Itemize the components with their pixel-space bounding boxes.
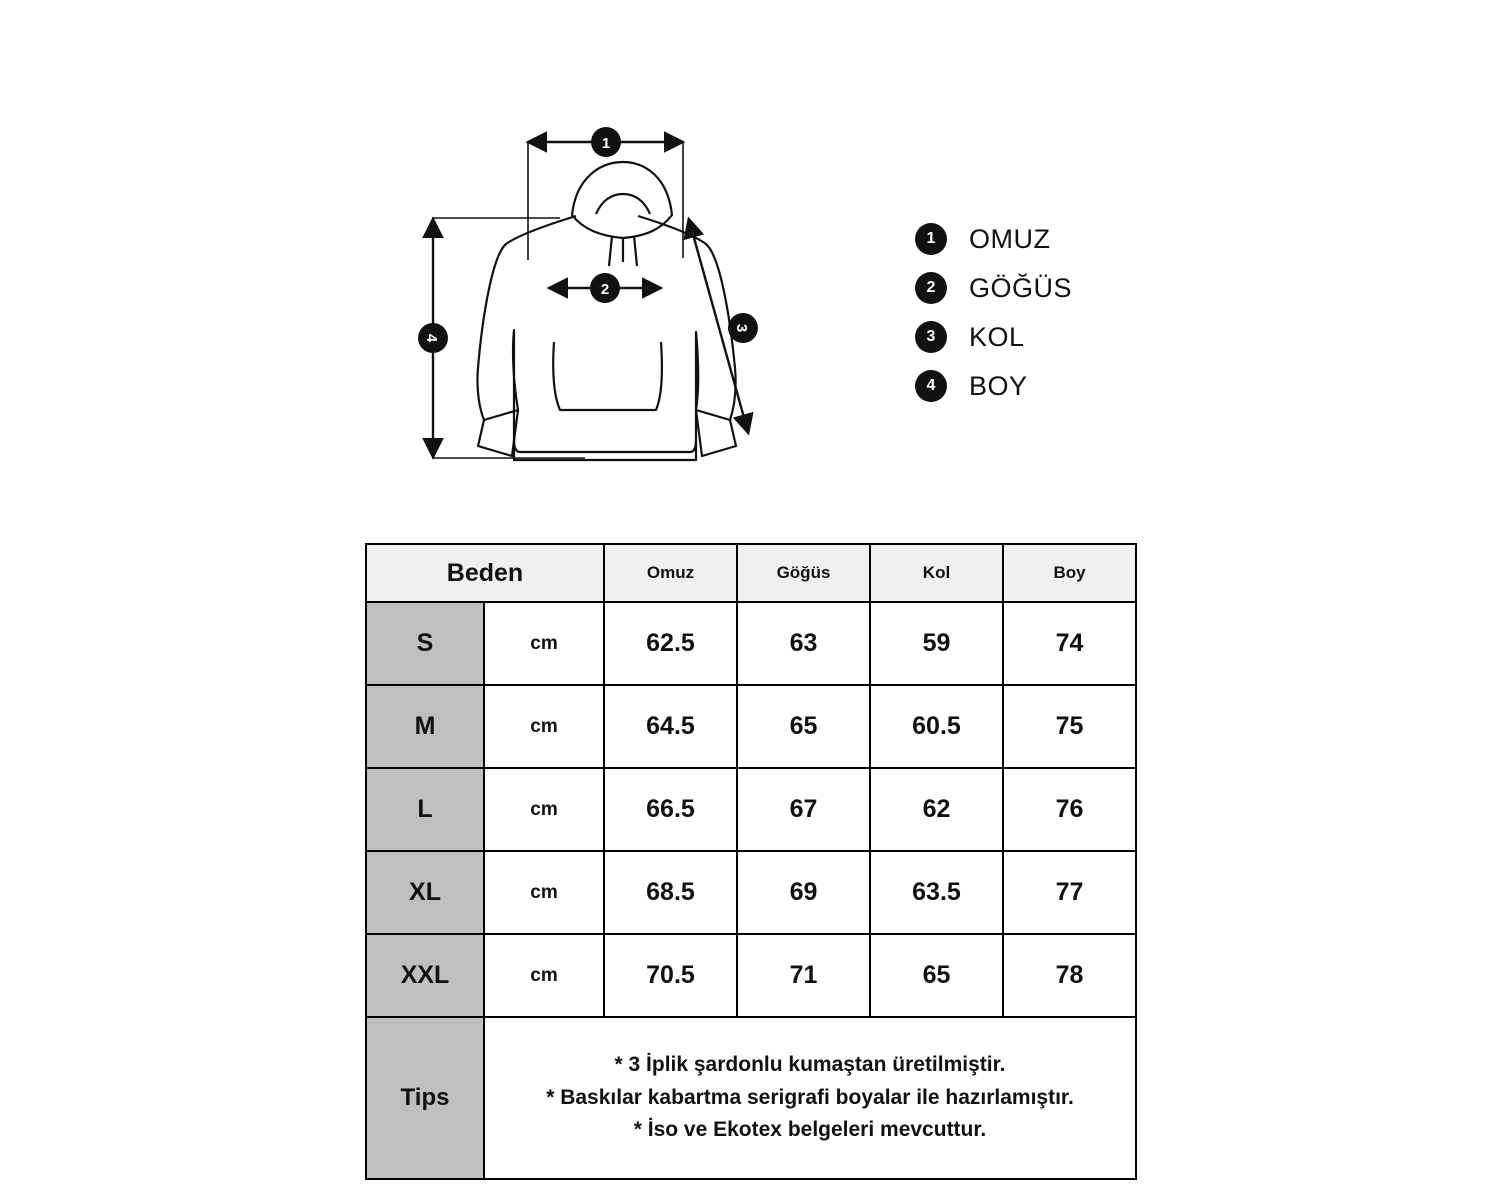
tips-line-1: * 3 İplik şardonlu kumaştan üretilmiştir. [614,1053,1006,1077]
tips-content [484,1017,1136,1179]
cell-gogus: 65 [737,685,870,768]
cell-unit: cm [484,602,604,685]
legend-label-boy: BOY [969,370,1028,401]
legend-item-gogus [915,264,1215,312]
cell-kol: 65 [870,934,1003,1017]
table-header-row [366,544,1136,602]
legend-badge-2: 2 [915,272,947,304]
cell-boy: 78 [1003,934,1136,1017]
cell-unit: cm [484,685,604,768]
badge-2-label: 2 [600,281,610,298]
legend-badge-1: 1 [915,223,947,255]
legend-label-gogus: GÖĞÜS [969,272,1073,303]
table-row [366,685,1136,768]
cell-kol: 59 [870,602,1003,685]
legend-item-kol [915,313,1215,361]
tips-label: Tips [366,1017,484,1179]
diagram-badges [418,127,758,353]
legend-badge-3: 3 [915,321,947,353]
badge-3-label: 3 [733,323,750,333]
cell-gogus: 63 [737,602,870,685]
cell-unit: cm [484,934,604,1017]
cell-kol: 60.5 [870,685,1003,768]
cell-size: M [366,685,484,768]
cell-kol: 63.5 [870,851,1003,934]
cell-omuz: 64.5 [604,685,737,768]
legend-label-omuz: OMUZ [969,223,1051,254]
cell-gogus: 71 [737,934,870,1017]
cell-boy: 77 [1003,851,1136,934]
cell-size: XL [366,851,484,934]
column-header-kol: Kol [870,544,1003,602]
cell-kol: 62 [870,768,1003,851]
legend [915,215,1215,411]
badge-4-label: 4 [423,333,440,343]
legend-item-boy [915,362,1215,410]
cell-omuz: 62.5 [604,602,737,685]
hoodie-diagram-svg [400,110,820,500]
cell-boy: 76 [1003,768,1136,851]
tips-line-2: * Baskılar kabartma serigrafi boyalar ile hazırlamıştır. [546,1085,1074,1109]
legend-label-kol: KOL [969,321,1025,352]
column-header-omuz: Omuz [604,544,737,602]
hoodie-outline [477,162,736,460]
table-row [366,768,1136,851]
table-row [366,602,1136,685]
cell-omuz: 68.5 [604,851,737,934]
column-header-beden: Beden [366,544,604,602]
legend-badge-4: 4 [915,370,947,402]
cell-size: S [366,602,484,685]
cell-omuz: 66.5 [604,768,737,851]
legend-item-omuz [915,215,1215,263]
cell-boy: 75 [1003,685,1136,768]
cell-gogus: 69 [737,851,870,934]
cell-size: L [366,768,484,851]
badge-1-label: 1 [601,135,611,152]
table-row [366,934,1136,1017]
garment-measurement-diagram [400,110,820,500]
table-row [366,851,1136,934]
cell-unit: cm [484,768,604,851]
size-chart-table [365,543,1137,1180]
table-header [366,544,1136,602]
cell-omuz: 70.5 [604,934,737,1017]
table-body [366,602,1136,1179]
cell-gogus: 67 [737,768,870,851]
column-header-gogus: Göğüs [737,544,870,602]
column-header-boy: Boy [1003,544,1136,602]
cell-boy: 74 [1003,602,1136,685]
tips-row [366,1017,1136,1179]
cell-size: XXL [366,934,484,1017]
cell-unit: cm [484,851,604,934]
tips-line-3: * İso ve Ekotex belgeleri mevcuttur. [633,1118,987,1142]
